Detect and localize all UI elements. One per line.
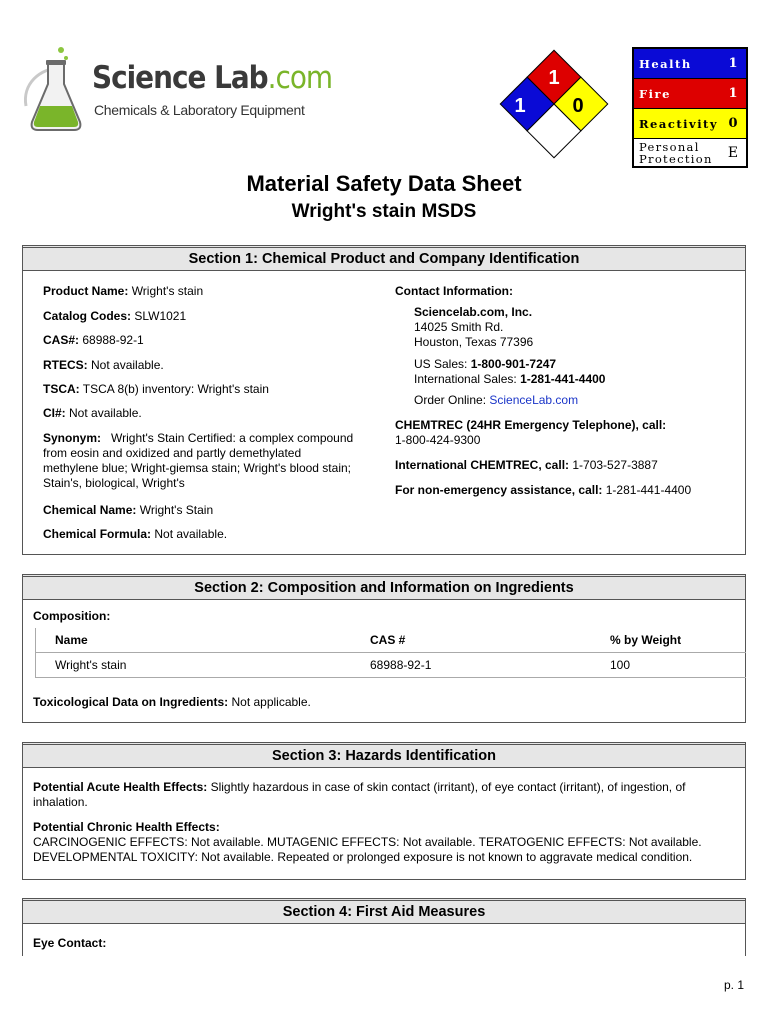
- section-1-heading: Section 1: Chemical Product and Company Identification: [23, 245, 745, 271]
- brand-name: Science Lab.com: [92, 60, 333, 96]
- sales-phones: US Sales: 1-800-901-7247 International Sales: 1-281-441-4400: [414, 357, 606, 386]
- nfpa-fire-value: 1: [548, 67, 560, 89]
- catalog-codes: Catalog Codes: SLW1021: [43, 309, 187, 323]
- section-4: [22, 898, 746, 956]
- page-number: p. 1: [723, 978, 744, 992]
- ci-number: CI#: Not available.: [43, 406, 142, 420]
- non-emergency: For non-emergency assistance, call: 1-281-441-4400: [395, 483, 692, 497]
- acute-health-effects: Potential Acute Health Effects: Slightly hazardous in case of skin contact (irritant), of eye contact (irritant), of ingestion, of inhalation.: [33, 780, 686, 809]
- contact-address: Sciencelab.com, Inc. 14025 Smith Rd. Houston, Texas 77396: [414, 305, 534, 349]
- product-name: Product Name: Wright's stain: [43, 284, 204, 298]
- order-online: Order Online: ScienceLab.com: [414, 393, 579, 407]
- document-title: Material Safety Data Sheet: [246, 171, 522, 196]
- hmis-protection-row: Personal Protection E: [634, 139, 746, 166]
- section-3: [22, 742, 746, 880]
- sciencelab-logo: [20, 44, 333, 136]
- contact-information-label: Contact Information:: [395, 284, 513, 298]
- table-row: Wright's stain 68988-92-1 100: [35, 653, 746, 678]
- nfpa-diamond: [498, 44, 610, 164]
- sciencelab-link[interactable]: ScienceLab.com: [489, 393, 579, 407]
- section-2-heading: Section 2: Composition and Information on Ingredients: [23, 574, 745, 600]
- chemical-name: Chemical Name: Wright's Stain: [43, 503, 214, 517]
- composition-label: Composition:: [33, 609, 111, 623]
- toxicological-data: Toxicological Data on Ingredients: Not applicable.: [33, 695, 311, 709]
- brand-tagline: Chemicals & Laboratory Equipment: [94, 102, 305, 118]
- nfpa-health-value: 1: [514, 95, 526, 117]
- chemical-formula: Chemical Formula: Not available.: [43, 527, 228, 541]
- chronic-health-effects: Potential Chronic Health Effects: CARCINOGENIC EFFECTS: Not available. MUTAGENIC EFFECTS: Not available. TERATOGENIC EFFECTS: Not available. DEVELOPMENTAL TOXICITY: Not available. Repeated or prolonged exposure is not known to aggravate medical condition.: [33, 820, 702, 864]
- section-4-heading: Section 4: First Aid Measures: [23, 898, 745, 924]
- section-3-heading: Section 3: Hazards Identification: [23, 742, 745, 768]
- tsca: TSCA: TSCA 8(b) inventory: Wright's stain: [43, 382, 269, 396]
- synonym: Synonym: Wright's Stain Certified: a complex compound from eosin and oxidized and partly demethylated methylene blue; Wright-giemsa stain; Wright's blood stain; Stain's, biological, Wright's: [43, 431, 354, 490]
- cas-number: CAS#: 68988-92-1: [43, 333, 144, 347]
- flask-icon: [20, 44, 92, 136]
- hmis-health-row: Health 1: [634, 49, 746, 79]
- hmis-fire-row: Fire 1: [634, 79, 746, 109]
- nfpa-reactivity-value: 0: [572, 95, 584, 117]
- section-1: [22, 245, 746, 555]
- rtecs: RTECS: Not available.: [43, 358, 164, 372]
- hmis-label: [632, 47, 748, 168]
- hmis-reactivity-row: Reactivity 0: [634, 109, 746, 139]
- table-header: Name CAS # % by Weight: [35, 628, 746, 653]
- chemtrec: CHEMTREC (24HR Emergency Telephone), call: 1-800-424-9300: [395, 418, 667, 447]
- document-subtitle: Wright's stain MSDS: [291, 201, 477, 222]
- composition-table: [35, 628, 746, 678]
- intl-chemtrec: International CHEMTREC, call: 1-703-527-3887: [395, 458, 658, 472]
- eye-contact: Eye Contact:: [33, 936, 107, 950]
- section-2: [22, 574, 746, 723]
